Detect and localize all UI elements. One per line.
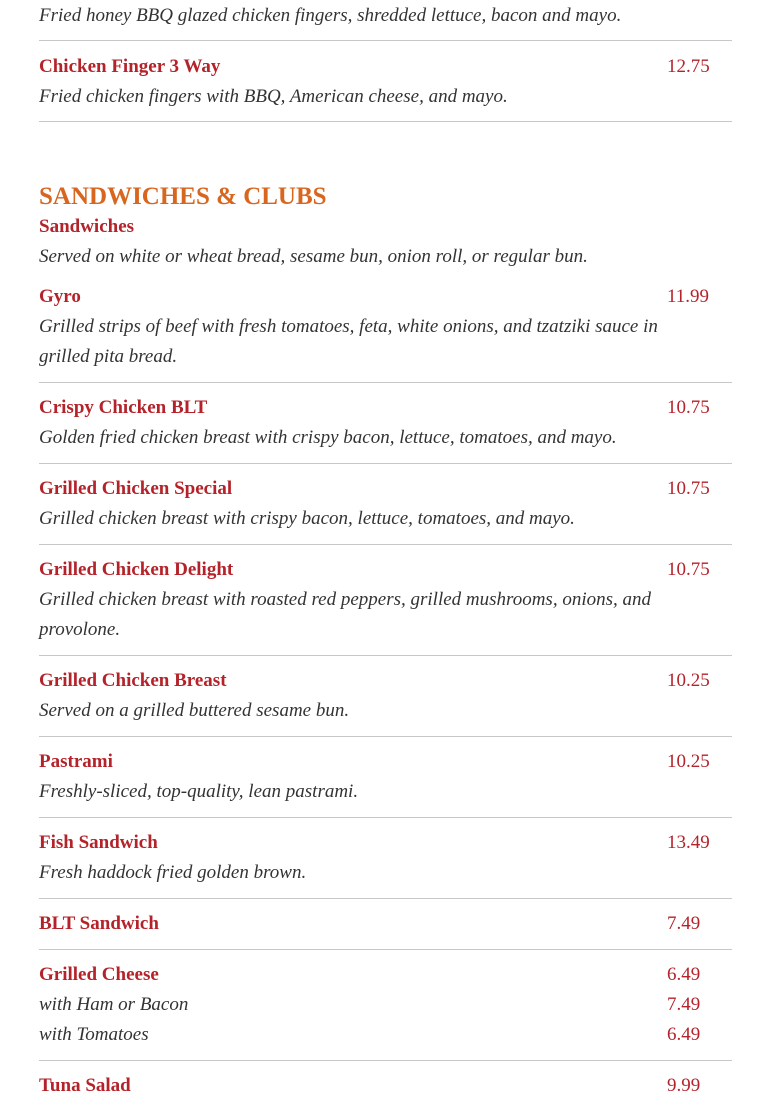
- item-price: 13.49: [667, 832, 710, 853]
- item-name: Chicken Finger 3 Way: [39, 56, 221, 77]
- item-desc: Fried chicken fingers with BBQ, American cheese, and mayo.: [39, 86, 508, 107]
- item-name: Gyro: [39, 286, 81, 307]
- item-variant: [39, 1020, 732, 1050]
- menu-item-crispy-chicken-blt: [39, 393, 732, 453]
- menu-item-fish-sandwich: [39, 828, 732, 888]
- item-desc: Golden fried chicken breast with crispy bacon, lettuce, tomatoes, and mayo.: [39, 427, 617, 448]
- item-price: 9.99: [667, 1075, 701, 1096]
- item-desc: Served on a grilled buttered sesame bun.: [39, 700, 350, 721]
- divider: [39, 121, 732, 122]
- item-name: Grilled Chicken Delight: [39, 559, 234, 580]
- divider: [39, 382, 732, 383]
- divider: [39, 463, 732, 464]
- variant-price: 7.49: [667, 994, 701, 1015]
- menu-item-chicken-finger-3-way: [39, 52, 732, 112]
- section-title: SANDWICHES & CLUBS: [39, 183, 327, 210]
- item-price: 10.75: [667, 559, 710, 580]
- variant-label: with Tomatoes: [39, 1024, 149, 1045]
- item-name: Crispy Chicken BLT: [39, 397, 208, 418]
- variant-label: with Ham or Bacon: [39, 994, 189, 1015]
- item-name: Tuna Salad: [39, 1075, 131, 1096]
- item-price: 10.75: [667, 397, 710, 418]
- item-name: Grilled Cheese: [39, 964, 159, 985]
- sub-section-desc: Served on white or wheat bread, sesame bun, onion roll, or regular bun.: [39, 246, 588, 267]
- menu-item-pastrami: [39, 747, 732, 807]
- item-name: Grilled Chicken Special: [39, 478, 233, 499]
- menu-item-grilled-chicken-special: [39, 474, 732, 534]
- item-price: 10.75: [667, 478, 710, 499]
- divider: [39, 1060, 732, 1061]
- menu-item-grilled-chicken-breast: [39, 666, 732, 726]
- item-name: Pastrami: [39, 751, 113, 772]
- item-desc: Grilled strips of beef with fresh tomatoes, feta, white onions, and tzatziki sauce in grilled pita bread.: [39, 316, 658, 367]
- item-desc-top-fragment: Fried honey BBQ glazed chicken fingers, shredded lettuce, bacon and mayo.: [39, 5, 622, 26]
- variant-price: 6.49: [667, 1024, 701, 1045]
- divider: [39, 898, 732, 899]
- divider: [39, 655, 732, 656]
- item-name: Fish Sandwich: [39, 832, 158, 853]
- menu-item-gyro: [39, 282, 732, 372]
- item-name: BLT Sandwich: [39, 913, 159, 934]
- item-desc: Freshly-sliced, top-quality, lean pastrami.: [39, 781, 359, 802]
- item-price: 6.49: [667, 964, 701, 985]
- divider: [39, 736, 732, 737]
- item-desc: Grilled chicken breast with roasted red peppers, grilled mushrooms, onions, and provolone.: [39, 589, 651, 640]
- divider: [39, 817, 732, 818]
- divider: [39, 40, 732, 41]
- item-price: 12.75: [667, 56, 710, 77]
- menu-item-tuna-salad: [39, 1071, 732, 1101]
- divider: [39, 949, 732, 950]
- divider: [39, 544, 732, 545]
- item-variant: [39, 990, 732, 1020]
- item-price: 10.25: [667, 670, 710, 691]
- item-name: Grilled Chicken Breast: [39, 670, 227, 691]
- item-price: 7.49: [667, 913, 701, 934]
- item-desc: Fresh haddock fried golden brown.: [39, 862, 307, 883]
- menu-page: [39, 0, 732, 1101]
- item-desc: Grilled chicken breast with crispy bacon, lettuce, tomatoes, and mayo.: [39, 508, 575, 529]
- menu-item-grilled-chicken-delight: [39, 555, 732, 645]
- item-price: 11.99: [667, 286, 710, 307]
- menu-item-grilled-cheese: [39, 960, 732, 1050]
- item-price: 10.25: [667, 751, 710, 772]
- sub-section-title: Sandwiches: [39, 216, 135, 237]
- menu-item-blt-sandwich: [39, 909, 732, 939]
